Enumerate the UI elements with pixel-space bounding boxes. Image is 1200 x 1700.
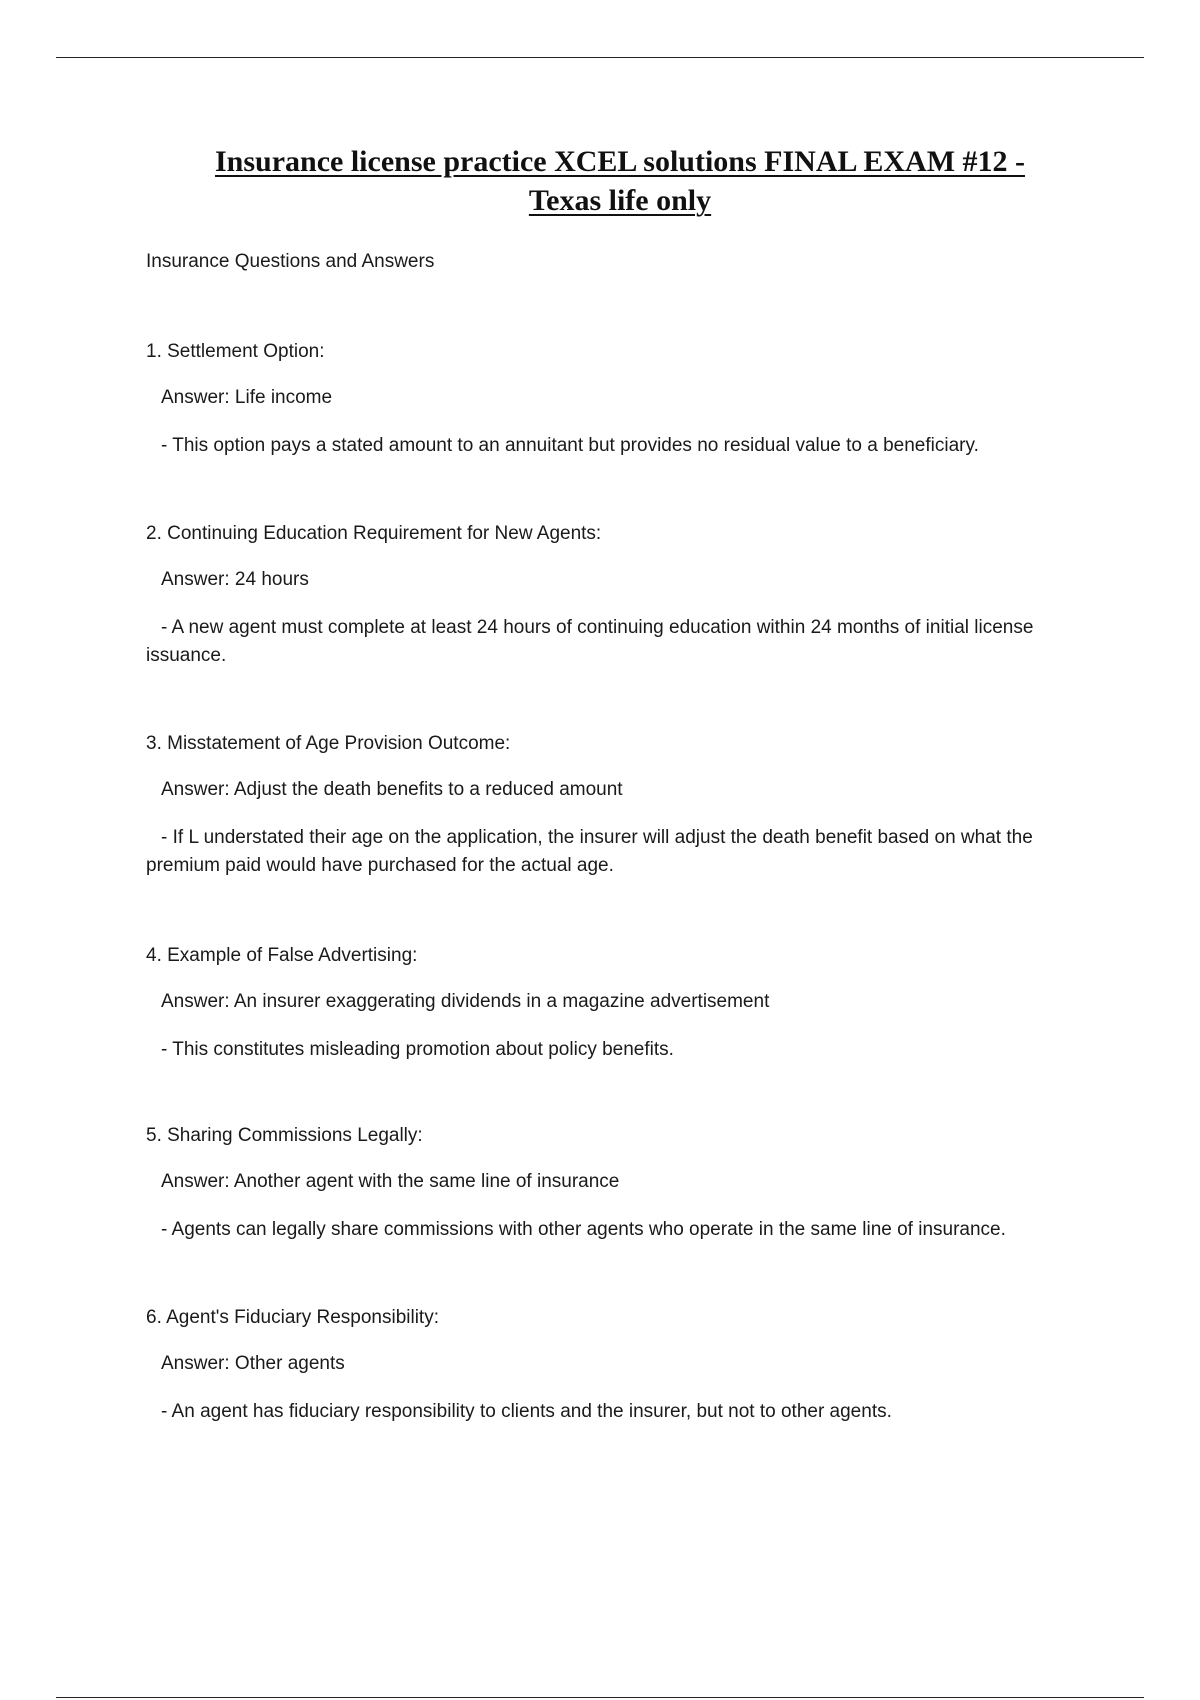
answer: Answer: An insurer exaggerating dividends in a magazine advertisement [161, 991, 770, 1012]
answer: Answer: Adjust the death benefits to a reduced amount [161, 779, 623, 800]
question: 4. Example of False Advertising: [146, 945, 418, 966]
top-divider [56, 57, 1144, 58]
qa-item-6 [146, 1306, 1086, 1426]
title-line-1: Insurance license practice XCEL solutions FINAL EXAM #12 - [215, 145, 1025, 178]
bottom-divider [56, 1697, 1144, 1698]
qa-item-3 [146, 732, 1086, 880]
explanation: - This option pays a stated amount to an annuitant but provides no residual value to a beneficiary. [161, 435, 979, 456]
qa-item-5 [146, 1124, 1086, 1244]
explanation: - A new agent must complete at least 24 hours of continuing education within 24 months of initial license issuance. [146, 617, 1034, 666]
answer: Answer: 24 hours [161, 569, 309, 590]
qa-item-1 [146, 340, 1086, 460]
document-subtitle: Insurance Questions and Answers [146, 251, 435, 272]
question: 1. Settlement Option: [146, 341, 325, 362]
explanation: - This constitutes misleading promotion about policy benefits. [161, 1039, 674, 1060]
title-line-2: Texas life only [528, 184, 712, 217]
qa-item-2 [146, 522, 1086, 670]
explanation: - Agents can legally share commissions with other agents who operate in the same line of insurance. [161, 1219, 1006, 1240]
qa-item-4 [146, 944, 1086, 1064]
answer: Answer: Life income [161, 387, 333, 408]
question: 5. Sharing Commissions Legally: [146, 1125, 423, 1146]
answer: Answer: Other agents [161, 1353, 345, 1374]
page-title [120, 142, 1120, 220]
question: 2. Continuing Education Requirement for New Agents: [146, 523, 602, 544]
question: 3. Misstatement of Age Provision Outcome: [146, 733, 511, 754]
explanation: - If L understated their age on the application, the insurer will adjust the death benefit based on what the premium paid would have purchased for the actual age. [146, 827, 1033, 876]
question: 6. Agent's Fiduciary Responsibility: [146, 1307, 439, 1328]
answer: Answer: Another agent with the same line of insurance [161, 1171, 620, 1192]
explanation: - An agent has fiduciary responsibility to clients and the insurer, but not to other agents. [161, 1401, 892, 1422]
